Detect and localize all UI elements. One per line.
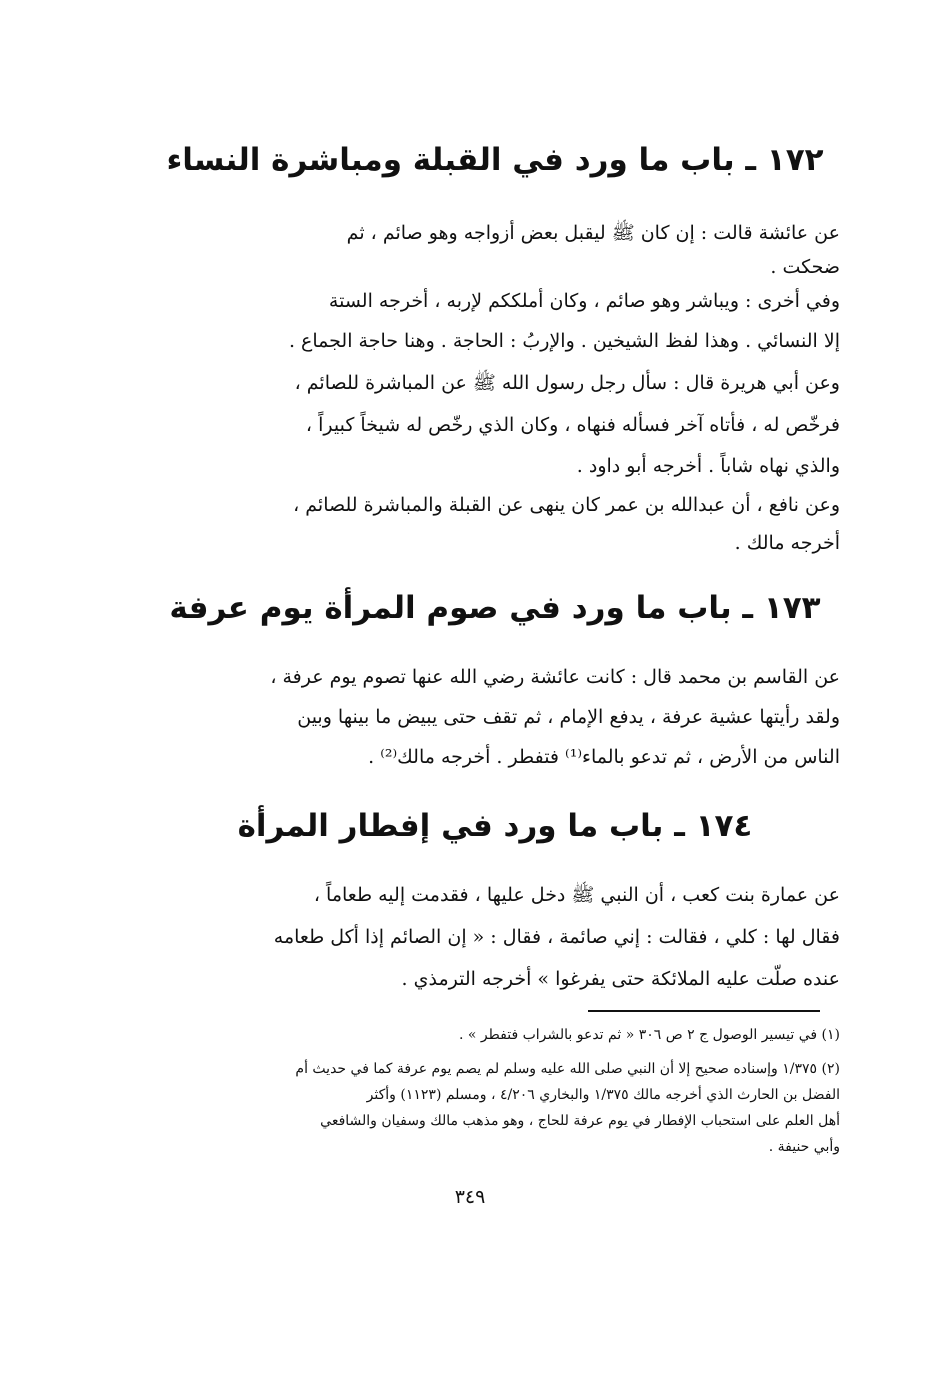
section-heading-174: ١٧٤ ـ باب ما ورد في إفطار المرأة — [237, 808, 753, 844]
footnote-line: الفضل بن الحارث الذي أخرجه مالك ١/٣٧٥ والبخاري ٤/٢٠٦ ، ومسلم (١١٢٣) وأكثر — [366, 1087, 840, 1103]
text-line: فرخّص له ، فأتاه آخر فسأله فنهاه ، وكان الذي رخّص له شيخاً كبيراً ، — [305, 414, 840, 436]
text-line: عن عائشة قالت : إن كان ﷺ ليقبل بعض أزواجه وهو صائم ، ثم — [346, 222, 840, 244]
footnote-line: (٢) ١/٣٧٥ وإسناده صحيح إلا أن النبي صلى الله عليه وسلم لم يصم يوم عرفة كما في حديث أم — [295, 1061, 840, 1077]
section-heading-173: ١٧٣ ـ باب ما ورد في صوم المرأة يوم عرفة — [169, 590, 821, 626]
text-line: وعن نافع ، أن عبدالله بن عمر كان ينهى عن القبلة والمباشرة للصائم ، — [293, 494, 840, 516]
text-line: وفي أخرى : ويباشر وهو صائم ، وكان أملككم لإربه ، أخرجه الستة — [328, 290, 840, 312]
footnote-separator — [588, 1010, 820, 1012]
text-line: الناس من الأرض ، ثم تدعو بالماء⁽¹⁾ فتفطر . أخرجه مالك⁽²⁾ . — [368, 746, 840, 768]
text-line: عن القاسم بن محمد قال : كانت عائشة رضي الله عنها تصوم يوم عرفة ، — [270, 666, 840, 688]
text-line: وعن أبي هريرة قال : سأل رجل رسول الله ﷺ عن المباشرة للصائم ، — [294, 372, 840, 394]
text-line: ولقد رأيتها عشية عرفة ، يدفع الإمام ، ثم تقف حتى يبيض ما بينها وبين — [297, 706, 840, 728]
text-line: والذي نهاه شاباً . أخرجه أبو داود . — [576, 455, 840, 477]
footnote-line: (١) في تيسير الوصول ج ٢ ص ٣٠٦ « ثم تدعو بالشراب فتفطر » . — [459, 1027, 840, 1043]
text-line: ضحكت . — [770, 256, 840, 278]
footnote-line: أهل العلم على استحباب الإفطار في يوم عرفة للحاج ، وهو مذهب مالك وسفيان والشافعي — [320, 1113, 840, 1129]
text-line: أخرجه مالك . — [734, 532, 840, 554]
text-line: فقال لها : كلي ، فقالت : إني صائمة ، فقال : « إن الصائم إذا أكل طعامه — [273, 926, 840, 948]
section-heading-172: ١٧٢ ـ باب ما ورد في القبلة ومباشرة النساء — [166, 142, 824, 178]
footnote-line: وأبي حنيفة . — [768, 1139, 840, 1155]
text-line: إلا النسائي . وهذا لفظ الشيخين . والإربُ : الحاجة . وهنا حاجة الجماع . — [288, 330, 840, 352]
text-line: عنده صلّت عليه الملائكة حتى يفرغوا » أخرجه الترمذي . — [401, 968, 840, 990]
page-number: ٣٤٩ — [454, 1186, 486, 1208]
text-line: عن عمارة بنت كعب ، أن النبي ﷺ دخل عليها ، فقدمت إليه طعاماً ، — [313, 884, 840, 906]
